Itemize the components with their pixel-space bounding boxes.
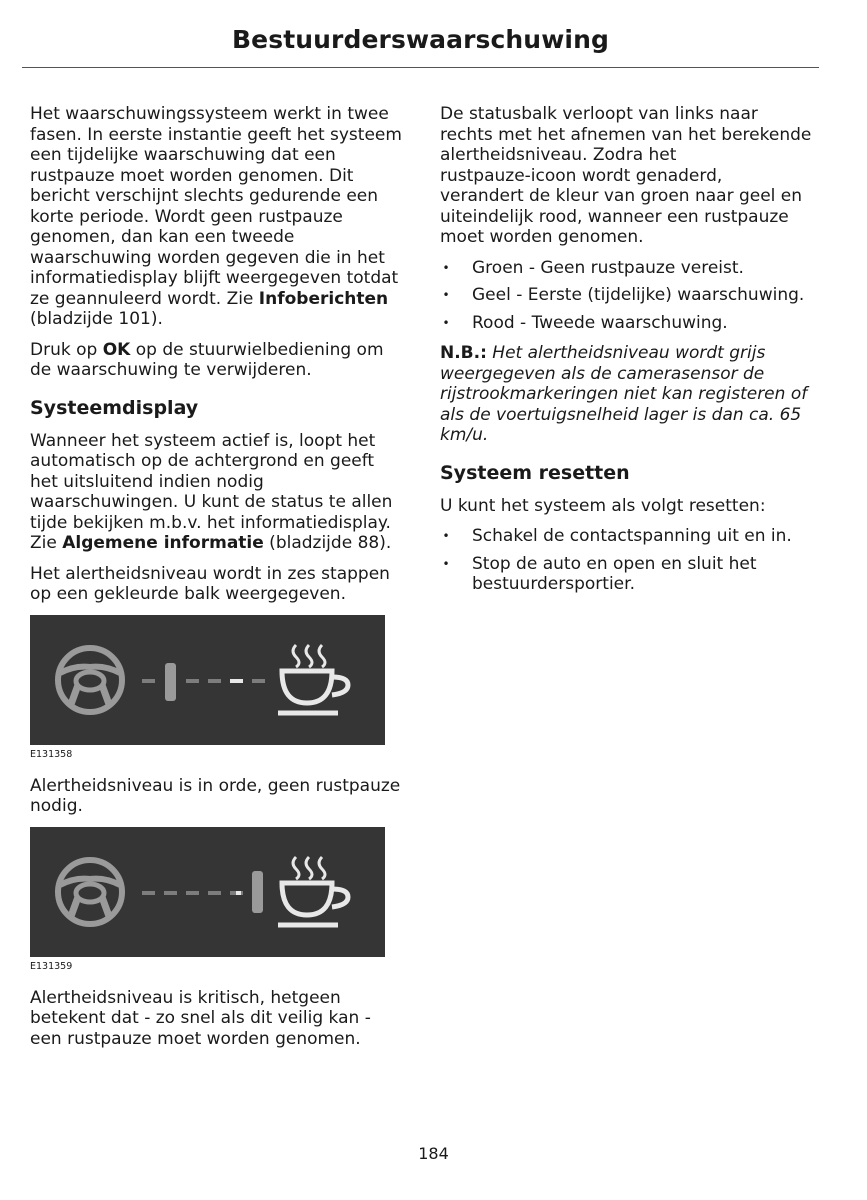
system-paragraph: Wanneer het systeem actief is, loopt het automatisch op de achtergrond en geeft het uitsluitend indien nodig waarschuwingen. U kunt de status te allen tijde bekijken m.b.v. het informatiedisplay. Zie Algemene informatie (bladzijde 88). bbox=[30, 430, 393, 553]
steering-wheel-icon bbox=[58, 648, 122, 712]
gauge-step bbox=[142, 891, 155, 895]
alertness-display-ok-graphic bbox=[30, 615, 385, 745]
right-column bbox=[440, 104, 825, 605]
list-item: • Stop de auto en open en sluit het bestuurdersportier. bbox=[442, 553, 757, 594]
gauge-step bbox=[186, 679, 199, 683]
section-heading-systeem-resetten: Systeem resetten bbox=[440, 461, 630, 484]
gauge-step bbox=[252, 679, 265, 683]
ok-keyword: OK bbox=[102, 339, 131, 360]
infoberichten-link[interactable]: Infoberichten bbox=[258, 288, 389, 309]
alertness-display-critical-graphic bbox=[30, 827, 385, 957]
section-heading-systeemdisplay: Systeemdisplay bbox=[30, 396, 199, 419]
note-label: N.B.: bbox=[440, 343, 487, 363]
figure-code: E131358 bbox=[30, 748, 73, 760]
figure-caption-ok: Alertheidsniveau is in orde, geen rustpauze nodig. bbox=[30, 775, 401, 816]
gauge-step bbox=[142, 679, 155, 683]
reset-intro: U kunt het systeem als volgt resetten: bbox=[440, 495, 766, 516]
page-title: Bestuurderswaarschuwing bbox=[232, 25, 609, 54]
gauge-marker bbox=[252, 871, 263, 913]
reset-list bbox=[440, 526, 825, 595]
gauge-step bbox=[208, 679, 221, 683]
note-paragraph: N.B.: Het alertheidsniveau wordt grijs weergegeven als de camerasensor de rijstrookmarkeringen niet kan registeren of als de voertuigsnelheid lager is dan ca. 65 km/u. bbox=[440, 343, 808, 445]
gauge-step bbox=[186, 891, 199, 895]
gauge-marker bbox=[165, 663, 176, 701]
left-column bbox=[30, 104, 408, 1059]
list-item: • Geel - Eerste (tijdelijke) waarschuwing. bbox=[442, 285, 805, 305]
gauge-step bbox=[230, 679, 243, 683]
figure-caption-critical: Alertheidsniveau is kritisch, hetgeen betekent dat - zo snel als dit veilig kan - een rustpauze moet worden genomen. bbox=[30, 987, 371, 1049]
levels-paragraph: Het alertheidsniveau wordt in zes stappen op een gekleurde balk weergegeven. bbox=[30, 563, 390, 604]
color-list bbox=[440, 258, 825, 334]
ok-paragraph: Druk op OK op de stuurwielbediening om de waarschuwing te verwijderen. bbox=[30, 339, 384, 380]
list-item: • Groen - Geen rustpauze vereist. bbox=[442, 257, 744, 278]
coffee-cup-icon bbox=[278, 645, 348, 713]
algemene-informatie-link[interactable]: Algemene informatie bbox=[62, 533, 264, 553]
figure-code: E131359 bbox=[30, 960, 73, 972]
page-number: 184 bbox=[418, 1144, 449, 1163]
intro-paragraph: Het waarschuwingssysteem werkt in twee fasen. In eerste instantie geeft het systeem een tijdelijke waarschuwing dat een rustpauze moet worden genomen. Dit bericht verschijnt slechts gedurende een korte periode. Wordt geen rustpauze genomen, dan kan een tweede waarschuwing worden gegeven die in het informatiedisplay blijft weergegeven totdat ze geannuleerd wordt. Zie Infoberichten (bladzijde 101). bbox=[30, 104, 402, 329]
alertness-display-critical bbox=[30, 827, 385, 957]
page-header bbox=[22, 22, 819, 68]
list-item: • Rood - Tweede waarschuwing. bbox=[442, 312, 728, 333]
statusbar-paragraph: De statusbalk verloopt van links naar rechts met het afnemen van het berekende alertheidsniveau. Zodra het rustpauze-icoon wordt genaderd, verandert de kleur van groen naar geel en uiteindelijk rood, wanneer een rustpauze moet worden genomen. bbox=[440, 104, 812, 247]
gauge-step bbox=[164, 891, 177, 895]
gauge-step bbox=[208, 891, 221, 895]
steering-wheel-icon bbox=[58, 860, 122, 924]
alertness-display-ok bbox=[30, 615, 385, 745]
gauge-step bbox=[236, 891, 241, 895]
alertness-gauge bbox=[142, 871, 263, 913]
alertness-gauge bbox=[142, 663, 265, 701]
coffee-cup-icon bbox=[278, 857, 348, 925]
list-item: • Schakel de contactspanning uit en in. bbox=[442, 526, 792, 546]
